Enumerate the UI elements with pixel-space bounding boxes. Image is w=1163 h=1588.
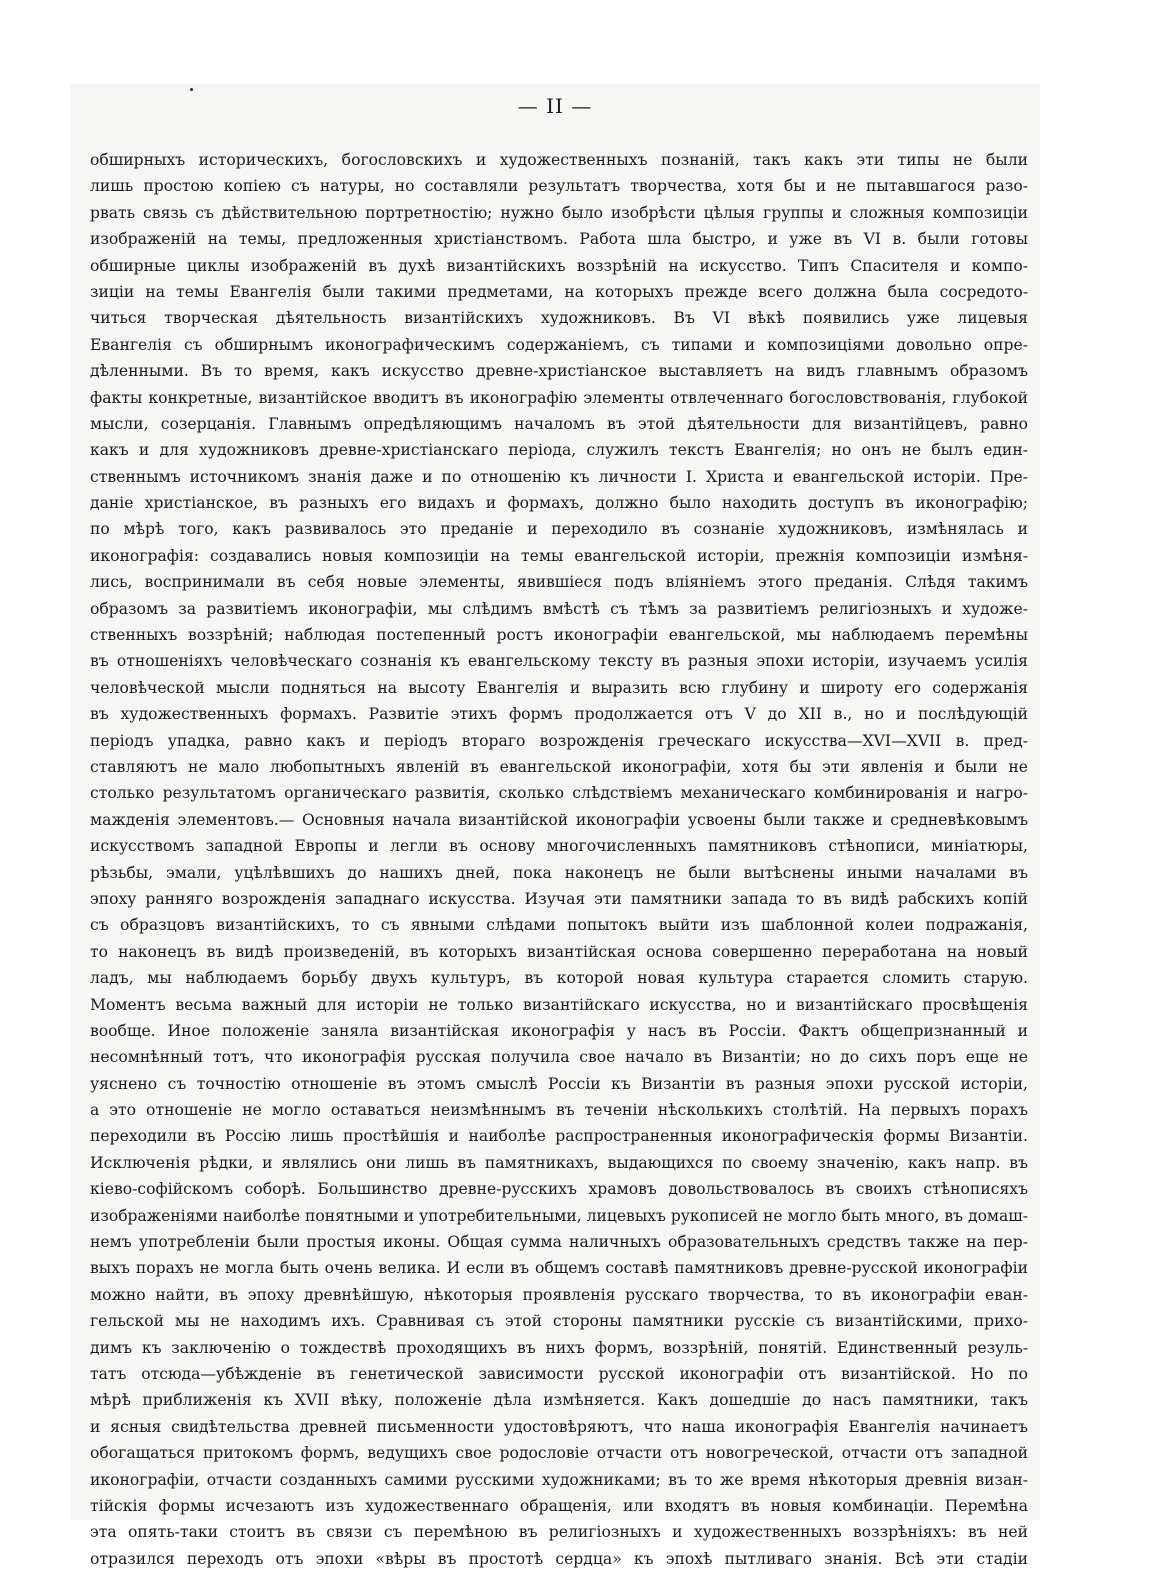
text-line: мажденія элементовъ.— Основныя начала византійской иконографіи усвоены были также и средневѣковымъ [90,810,1028,829]
text-line: тійскія формы исчезаютъ изъ художественнаго обращенія, или входятъ въ новыя комбинаціи. Перемѣна [90,1496,1028,1515]
text-line: иконографія: создавались новыя композиціи на темы евангельской исторіи, прежнія композиціи измѣня- [90,546,1028,565]
text-line: зиціи на темы Евангелія были такими предметами, на которыхъ прежде всего должна была сосредото- [90,282,1028,301]
text-line: столько результатомъ органическаго развитія, сколько слѣдствіемъ механическаго комбинированія и нагро- [90,784,1028,803]
scan-speck [190,88,193,91]
text-line: искусствомъ западной Европы и легли въ основу многочисленныхъ памятниковъ стѣнописи, миніатюры, [90,837,1028,856]
text-line: даніе христіанское, въ разныхъ его видахъ и формахъ, должно было находить доступъ въ иконографію; [90,494,1028,513]
text-line: мысли, созерцанія. Главнымъ опредѣляющимъ началомъ въ этой дѣятельности для византійцевъ, равно [90,414,1028,433]
text-line: обширные циклы изображеній въ духѣ византійскихъ воззрѣній на искусство. Типъ Спасителя и компо- [90,256,1028,275]
text-line: а это отношеніе не могло оставаться неизмѣннымъ въ теченіи нѣсколькихъ столѣтій. На первыхъ порахъ [90,1101,1028,1120]
text-line: эта опять-таки стоитъ въ связи съ перемѣною въ религіозныхъ и художественныхъ воззрѣніяхъ: въ ней [90,1523,1028,1542]
text-line: обогащаться притокомъ формъ, ведущихъ свое родословіе отчасти отъ новогреческой, отчасти отъ западной [90,1444,1028,1463]
text-line: эпоху ранняго возрожденія западнаго искусства. Изучая эти памятники запада то въ видѣ рабскихъ копій [90,889,1028,908]
text-line: кіево-софійскомъ соборѣ. Большинство древне-русскихъ храмовъ довольствовалось въ своихъ стѣнописяхъ [90,1180,1028,1199]
text-line: изображеній на темы, предложенныя христіанствомъ. Работа шла быстро, и уже въ VI в. были готовы [90,230,1028,249]
text-line: рѣзьбы, эмали, уцѣлѣвшихъ до нашихъ дней, пока наконецъ не были вытѣснены иными началами въ [90,863,1028,882]
text-line: несомнѣнный тотъ, что иконографія русская получила свое начало въ Византіи; но до сихъ поръ еще не [90,1048,1028,1067]
text-line: ственнымъ источникомъ знанія даже и по отношенію къ личности І. Христа и евангельской исторіи. Пре- [90,467,1028,486]
text-line: въ художественныхъ формахъ. Развитіе этихъ формъ продолжается отъ V до XII в., но и послѣдующій [90,705,1028,724]
text-line: переходили въ Россію лишь простѣйшія и наиболѣе распространенныя иконографическія формы Византіи. [90,1127,1028,1146]
text-line: какъ и для художниковъ древне-христіанскаго періода, служилъ текстъ Евангелія; но онъ не былъ един- [90,441,1028,460]
text-line: ладъ, мы наблюдаемъ борьбу двухъ культуръ, въ которой новая культура старается сломить старую. [90,969,1028,988]
text-line: человѣческой мысли подняться на высоту Евангелія и выразить всю глубину и широту его содержанія [90,678,1028,697]
text-line: и ясныя свидѣтельства древней письменности удостовѣряютъ, что наша иконографія Евангелія начинаетъ [90,1417,1028,1436]
text-line: вообще. Иное положеніе заняла византійская иконографія у насъ въ Россіи. Фактъ общепризнанный и [90,1021,1028,1040]
text-line: уяснено съ точностію отношеніе въ этомъ смыслѣ Россіи къ Византіи въ разныя эпохи русской исторіи, [90,1074,1028,1093]
text-line: Моментъ весьма важный для исторіи не только византійскаго искусства, но и византійскаго просвѣщенія [90,995,1028,1014]
page-number: — II — [517,94,593,118]
text-line: читься творческая дѣятельность византійскихъ художниковъ. Въ VI вѣкѣ появились уже лицевыя [90,309,1028,328]
text-line: отразился переходъ отъ эпохи «вѣры въ простотѣ сердца» къ эпохѣ пытливаго знанія. Всѣ эти стадіи [90,1549,1028,1568]
body-text [90,147,1028,1572]
text-line: лись, воспринимали въ себя новые элементы, явившіеся подъ вліяніемъ этого преданія. Слѣдя такимъ [90,573,1028,592]
scanned-page [70,84,1040,1568]
text-line: Исключенія рѣдки, и являлись они лишь въ памятникахъ, выдающихся по своему значенію, какъ напр. въ [90,1153,1028,1172]
text-line: дѣленными. Въ то время, какъ искусство древне-христіанское выставляетъ на видъ главнымъ образомъ [90,362,1028,381]
text-line: выхъ порахъ не могла быть очень велика. И если въ общемъ составѣ памятниковъ древне-русской иконографіи [90,1259,1028,1278]
text-line: образомъ за развитіемъ иконографіи, мы слѣдимъ вмѣстѣ съ тѣмъ за развитіемъ религіозныхъ и художе- [90,599,1028,618]
text-line: можно найти, въ эпоху древнѣйшую, нѣкоторыя проявленія русскаго творчества, то въ иконографіи еван- [90,1285,1028,1304]
text-line: съ образцовъ византійскихъ, то съ явными слѣдами попытокъ выйти изъ шаблонной колеи подражанія, [90,916,1028,935]
text-line: періодъ упадка, равно какъ и періодъ втораго возрожденія греческаго искусства—XVI—XVII в. пред- [90,731,1028,750]
text-line: факты конкретные, византійское вводитъ въ иконографію элементы отвлеченнаго богословствованія, глубокой [90,388,1028,407]
text-line: мѣрѣ приближенія къ XVII вѣку, положеніе дѣла измѣняется. Какъ дошедшіе до насъ памятники, такъ [90,1391,1028,1410]
text-line: ственныхъ воззрѣній; наблюдая постепенный ростъ иконографіи евангельской, мы наблюдаемъ перемѣны [90,626,1028,645]
text-line: иконографіи, отчасти созданныхъ самими русскими художниками; въ то же время нѣкоторыя древнія визан- [90,1470,1028,1489]
text-line: ставляютъ не мало любопытныхъ явленій въ евангельской иконографіи, хотя бы эти явленія и были не [90,757,1028,776]
text-line: то наконецъ въ видѣ произведеній, въ которыхъ византійская основа совершенно переработана на новый [90,942,1028,961]
text-line: обширныхъ историческихъ, богословскихъ и художественныхъ познаній, такъ какъ эти типы не были [90,151,1028,169]
text-line: изображеніями наиболѣе понятными и употребительными, лицевыхъ рукописей не могло быть много, въ домаш- [90,1206,1028,1225]
text-line: димъ къ заключенію о тождествѣ проходящихъ въ нихъ формъ, воззрѣній, понятій. Единственный резуль- [90,1338,1028,1357]
text-line: лишь простою копіею съ натуры, но составляли результатъ творчества, хотя бы и не пытавшагося разо- [90,177,1028,196]
text-line: немъ употребленіи были простыя иконы. Общая сумма наличныхъ образовательныхъ средствъ также на пер- [90,1233,1028,1252]
text-line: по мѣрѣ того, какъ развивалось это преданіе и переходило въ сознаніе художниковъ, измѣнялась и [90,520,1028,539]
text-line: рвать связь съ дѣйствительною портретностію; нужно было изобрѣсти цѣлыя группы и сложныя композиціи [90,203,1028,222]
text-line: татъ отсюда—убѣжденіе въ генетической зависимости русской иконографіи отъ византійской. Но по [90,1364,1028,1383]
text-line: гельской мы не находимъ ихъ. Сравнивая съ этой стороны памятники русскіе съ византійскими, прихо- [90,1312,1028,1331]
text-line: Евангелія съ обширнымъ иконографическимъ содержаніемъ, съ типами и композиціями довольно опре- [90,335,1028,354]
text-line: въ отношеніяхъ человѣческаго сознанія къ евангельскому тексту въ разныя эпохи исторіи, изучаемъ усилія [90,652,1028,671]
